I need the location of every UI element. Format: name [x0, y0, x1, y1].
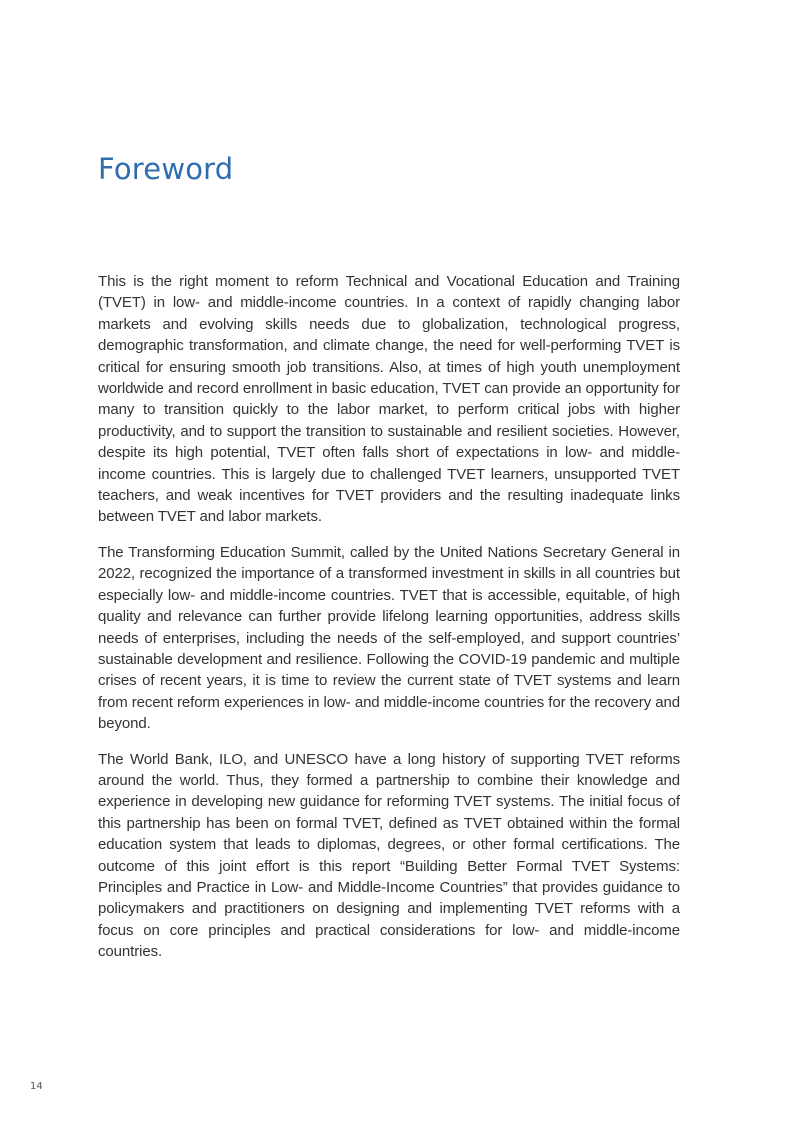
page-title: Foreword: [98, 152, 234, 186]
paragraph-1: This is the right moment to reform Technical and Vocational Education and Training (TVET) in low- and middle-income countries. In a context of rapidly changing labor markets and evolving skills needs due to globalization, technological progress, demographic transformation, and climate change, the need for well-performing TVET is critical for ensuring smooth job transitions. Also, at times of high youth unemployment worldwide and record enrollment in basic education, TVET can provide an opportunity for many to transition quickly to the labor market, to perform critical jobs with higher productivity, and to support the transition to sustainable and resilient societies. However, despite its high potential, TVET often falls short of expectations in low- and middle-income countries. This is largely due to challenged TVET learners, unsupported TVET teachers, and weak incentives for TVET providers and the resulting inadequate links between TVET and labor markets.: [98, 273, 680, 526]
page-number: 14: [30, 1081, 43, 1092]
foreword-body: [98, 271, 680, 977]
paragraph-3: The World Bank, ILO, and UNESCO have a long history of supporting TVET reforms around the world. Thus, they formed a partnership to combine their knowledge and experience in developing new guidance for reforming TVET systems. The initial focus of this partnership has been on formal TVET, defined as TVET obtained within the formal education system that leads to diplomas, degrees, or other formal certifications. The outcome of this joint effort is this report “Building Better Formal TVET Systems: Principles and Practice in Low- and Middle-Income Countries” that provides guidance to policymakers and practitioners on designing and implementing TVET reforms with a focus on core principles and practical considerations for low- and middle-income countries.: [98, 750, 680, 961]
paragraph-2: The Transforming Education Summit, called by the United Nations Secretary General in 2022, recognized the importance of a transformed investment in skills in all countries but especially low- and middle-income countries. TVET that is accessible, equitable, of high quality and relevance can further provide lifelong learning opportunities, address skills needs of enterprises, including the needs of the self-employed, and support countries’ sustainable development and resilience. Following the COVID-19 pandemic and multiple crises of recent years, it is time to review the current state of TVET systems and learn from recent reform experiences in low- and middle-income countries for the recovery and beyond.: [98, 543, 680, 733]
